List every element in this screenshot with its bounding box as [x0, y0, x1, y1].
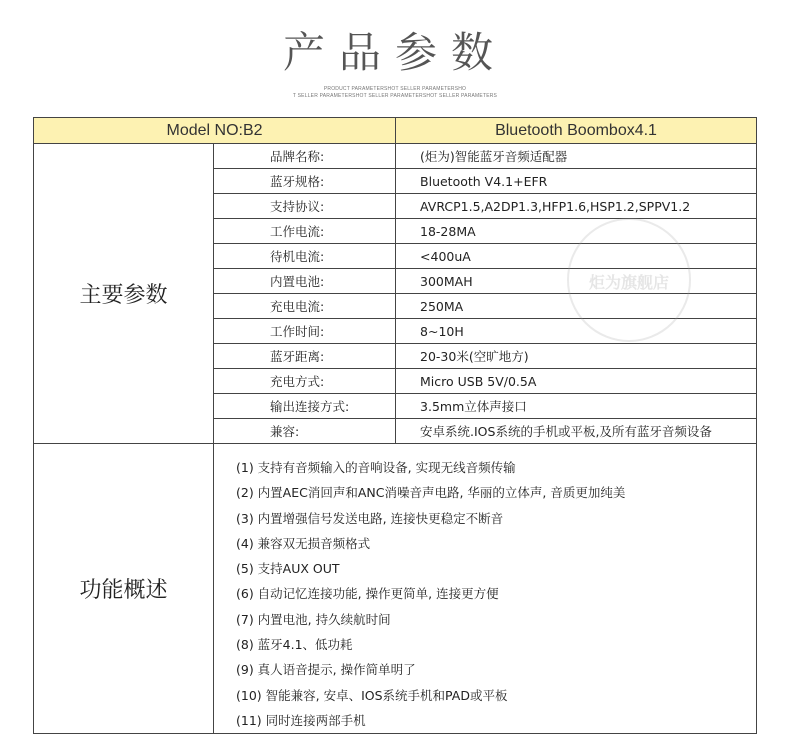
params-category-label: 主要参数	[34, 144, 214, 444]
param-value: 300MAH	[396, 269, 757, 294]
header-row	[34, 118, 757, 144]
param-name: 充电方式:	[214, 369, 396, 394]
model-number-cell: Model NO:B2	[34, 118, 396, 144]
param-name: 蓝牙规格:	[214, 169, 396, 194]
param-value: 18-28MA	[396, 219, 757, 244]
param-name: 工作电流:	[214, 219, 396, 244]
features-list	[214, 444, 757, 734]
feature-item: (3) 内置增强信号发送电路, 连接快更稳定不断音	[236, 510, 504, 526]
param-name: 充电电流:	[214, 294, 396, 319]
feature-item: (2) 内置AEC消回声和ANC消噪音声电路, 华丽的立体声, 音质更加纯美	[236, 485, 626, 501]
param-name: 蓝牙距离:	[214, 344, 396, 369]
feature-item: (5) 支持AUX OUT	[236, 561, 340, 577]
features-category-label: 功能概述	[34, 444, 214, 734]
param-value: 250MA	[396, 294, 757, 319]
param-value: (炬为)智能蓝牙音频适配器	[396, 144, 757, 169]
features-row	[34, 444, 757, 734]
param-value: 8~10H	[396, 319, 757, 344]
subtitle-line-1: PRODUCT PARAMETERSHOT SELLER PARAMETERSHO	[323, 86, 467, 92]
param-value: 3.5mm立体声接口	[396, 394, 757, 419]
page-title: 产品参数	[282, 28, 507, 77]
param-name: 待机电流:	[214, 244, 396, 269]
subtitle-line-2: T SELLER PARAMETERSHOT SELLER PARAMETERSHOT SELLER PARAMETERS	[292, 93, 498, 99]
feature-item: (8) 蓝牙4.1、低功耗	[236, 637, 353, 653]
param-row	[34, 144, 757, 169]
product-name-cell: Bluetooth Boombox4.1	[396, 118, 757, 144]
feature-item: (1) 支持有音频输入的音响设备, 实现无线音频传输	[236, 460, 516, 475]
feature-item: (10) 智能兼容, 安卓、IOS系统手机和PAD或平板	[236, 687, 508, 703]
param-value: AVRCP1.5,A2DP1.3,HFP1.6,HSP1.2,SPPV1.2	[396, 194, 757, 219]
param-name: 输出连接方式:	[214, 394, 396, 419]
feature-item: (9) 真人语音提示, 操作简单明了	[236, 662, 416, 678]
spec-table	[33, 117, 757, 734]
feature-item: (6) 自动记忆连接功能, 操作更简单, 连接更方便	[236, 586, 499, 602]
param-value: Bluetooth V4.1+EFR	[396, 169, 757, 194]
param-name: 内置电池:	[214, 269, 396, 294]
param-name: 工作时间:	[214, 319, 396, 344]
param-name: 支持协议:	[214, 194, 396, 219]
store-watermark-seal	[567, 218, 691, 342]
feature-item: (7) 内置电池, 持久续航时间	[236, 611, 391, 627]
param-name: 品牌名称:	[214, 144, 396, 169]
param-name: 兼容:	[214, 419, 396, 444]
param-value: Micro USB 5V/0.5A	[396, 369, 757, 394]
feature-item: (4) 兼容双无损音频格式	[236, 535, 371, 551]
param-value: 安卓系统.IOS系统的手机或平板,及所有蓝牙音频设备	[396, 419, 757, 444]
watermark-text: 炬为旗舰店	[588, 273, 669, 292]
param-value: <400uA	[396, 244, 757, 269]
feature-item: (11) 同时连接两部手机	[236, 712, 366, 728]
param-value: 20-30米(空旷地方)	[396, 344, 757, 369]
